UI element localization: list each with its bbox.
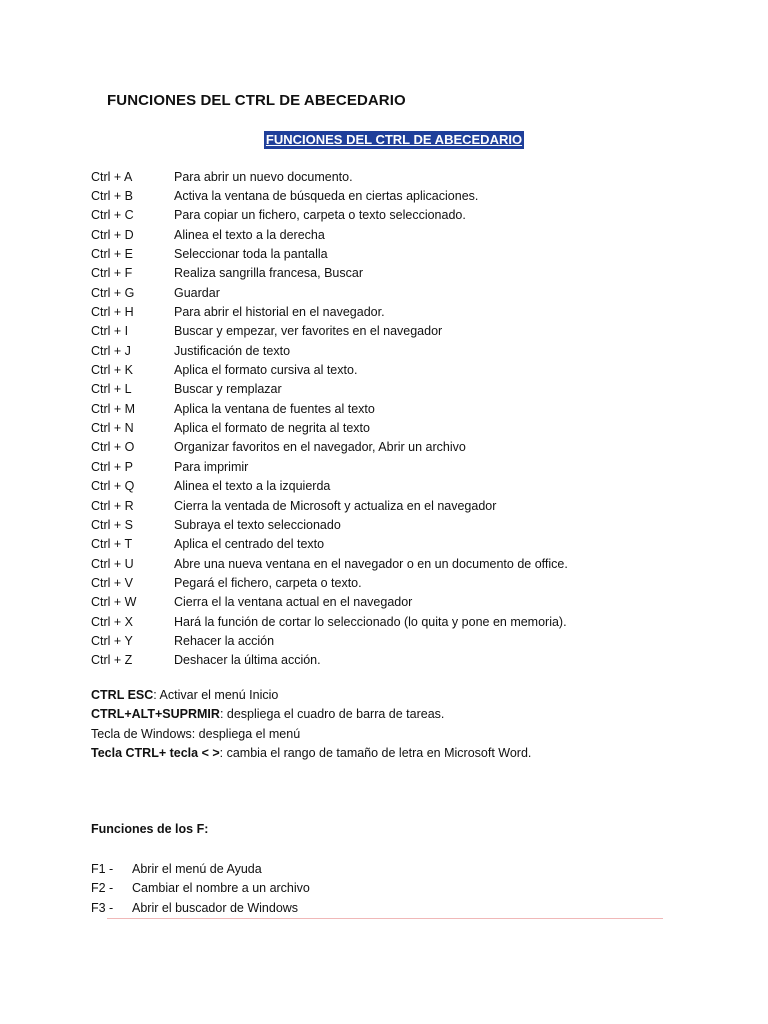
shortcut-row — [91, 302, 568, 321]
shortcut-row — [91, 186, 568, 205]
extra-shortcut-row — [91, 744, 531, 764]
f-key-key: F2 - — [91, 881, 114, 896]
extra-shortcut-description: : cambia el rango de tamaño de letra en Microsoft Word. — [219, 746, 532, 761]
shortcut-row — [91, 612, 568, 631]
shortcut-key: Ctrl + J — [91, 343, 131, 358]
extra-shortcut-description: : despliega el cuadro de barra de tareas. — [219, 707, 445, 722]
shortcut-row — [91, 264, 568, 283]
shortcut-row — [91, 341, 568, 360]
shortcut-key: Ctrl + S — [91, 517, 134, 532]
shortcut-description: Justificación de texto — [174, 343, 291, 358]
shortcut-description: Buscar y remplazar — [174, 382, 282, 397]
shortcut-description: Hará la función de cortar lo seleccionado (lo quita y pone en memoria). — [174, 614, 567, 629]
shortcut-key: Ctrl + B — [91, 189, 134, 204]
shortcut-key: Ctrl + L — [91, 382, 132, 397]
shortcut-key: Ctrl + W — [91, 595, 137, 610]
shortcut-row — [91, 244, 568, 263]
shortcut-key: Ctrl + P — [91, 459, 134, 474]
shortcut-row — [91, 515, 568, 534]
f-key-row — [91, 859, 310, 879]
shortcut-row — [91, 651, 568, 670]
extra-shortcut-list — [91, 685, 531, 763]
extra-shortcut-key: CTRL+ALT+SUPRMIR — [91, 707, 220, 722]
shortcut-row — [91, 573, 568, 592]
f-key-description: Cambiar el nombre a un archivo — [132, 881, 310, 896]
shortcut-description: Alinea el texto a la derecha — [174, 227, 325, 242]
extra-shortcut-key: Tecla CTRL+ tecla < > — [91, 746, 220, 761]
extra-shortcut-description: Tecla de Windows: despliega el menú — [91, 726, 301, 741]
shortcut-key: Ctrl + Q — [91, 479, 135, 494]
shortcut-row — [91, 631, 568, 650]
banner-heading: FUNCIONES DEL CTRL DE ABECEDARIO — [265, 132, 523, 147]
extra-shortcut-description: : Activar el menú Inicio — [153, 687, 279, 702]
f-key-row — [91, 898, 310, 918]
shortcut-row — [91, 535, 568, 554]
shortcut-row — [91, 496, 568, 515]
shortcut-key: Ctrl + U — [91, 556, 134, 571]
shortcut-description: Aplica el formato cursiva al texto. — [174, 363, 358, 378]
shortcut-key: Ctrl + C — [91, 208, 134, 223]
shortcut-description: Alinea el texto a la izquierda — [174, 479, 331, 494]
shortcut-description: Organizar favoritos en el navegador, Abrir un archivo — [174, 440, 466, 455]
shortcut-row — [91, 593, 568, 612]
shortcut-key: Ctrl + A — [91, 169, 133, 184]
shortcut-key: Ctrl + R — [91, 498, 134, 513]
f-key-description: Abrir el buscador de Windows — [132, 900, 299, 915]
shortcut-key: Ctrl + T — [91, 537, 133, 552]
shortcut-key: Ctrl + G — [91, 285, 135, 300]
f-key-description: Abrir el menú de Ayuda — [132, 861, 262, 876]
shortcut-key: Ctrl + O — [91, 440, 135, 455]
shortcut-key: Ctrl + E — [91, 247, 134, 262]
f-key-key: F1 - — [91, 861, 114, 876]
shortcut-description: Seleccionar toda la pantalla — [174, 247, 328, 262]
f-key-key: F3 - — [91, 900, 114, 915]
shortcut-description: Para copiar un fichero, carpeta o texto seleccionado. — [174, 208, 466, 223]
shortcut-row — [91, 438, 568, 457]
shortcut-row — [91, 322, 568, 341]
shortcut-description: Buscar y empezar, ver favorites en el navegador — [174, 324, 443, 339]
shortcut-row — [91, 418, 568, 437]
shortcut-row — [91, 225, 568, 244]
shortcut-description: Rehacer la acción — [174, 633, 275, 648]
divider — [107, 918, 663, 919]
shortcut-description: Pegará el fichero, carpeta o texto. — [174, 575, 362, 590]
shortcut-description: Para imprimir — [174, 459, 249, 474]
shortcut-description: Para abrir el historial en el navegador. — [174, 305, 385, 320]
shortcut-description: Cierra el la ventana actual en el navegador — [174, 595, 413, 610]
shortcut-description: Subraya el texto seleccionado — [174, 517, 341, 532]
f-key-list — [91, 859, 310, 918]
shortcut-description: Cierra la ventada de Microsoft y actualiza en el navegador — [174, 498, 497, 513]
shortcut-key: Ctrl + I — [91, 324, 129, 339]
shortcut-row — [91, 477, 568, 496]
shortcut-row — [91, 399, 568, 418]
shortcut-description: Aplica el centrado del texto — [174, 537, 325, 552]
shortcut-row — [91, 283, 568, 302]
extra-shortcut-row — [91, 705, 531, 725]
shortcut-key: Ctrl + Z — [91, 653, 133, 668]
f-key-row — [91, 879, 310, 899]
shortcut-key: Ctrl + V — [91, 575, 134, 590]
extra-shortcut-row — [91, 685, 531, 705]
shortcut-description: Realiza sangrilla francesa, Buscar — [174, 266, 363, 281]
shortcut-key: Ctrl + Y — [91, 633, 133, 648]
shortcut-key: Ctrl + K — [91, 363, 134, 378]
banner-container — [0, 131, 768, 149]
shortcut-key: Ctrl + D — [91, 227, 134, 242]
shortcut-description: Deshacer la última acción. — [174, 653, 321, 668]
f-keys-heading: Funciones de los F: — [91, 822, 209, 836]
shortcut-description: Aplica el formato de negrita al texto — [174, 421, 370, 436]
shortcut-description: Abre una nueva ventana en el navegador o en un documento de office. — [174, 556, 568, 571]
shortcut-row — [91, 554, 568, 573]
shortcut-key: Ctrl + N — [91, 421, 134, 436]
shortcut-description: Para abrir un nuevo documento. — [174, 169, 353, 184]
shortcut-key: Ctrl + X — [91, 614, 134, 629]
shortcut-row — [91, 360, 568, 379]
shortcut-key: Ctrl + F — [91, 266, 133, 281]
extra-shortcut-key: CTRL ESC — [91, 687, 154, 702]
shortcut-row — [91, 457, 568, 476]
shortcut-description: Guardar — [174, 285, 220, 300]
shortcut-description: Activa la ventana de búsqueda en ciertas aplicaciones. — [174, 189, 479, 204]
shortcut-description: Aplica la ventana de fuentes al texto — [174, 401, 375, 416]
page-title: FUNCIONES DEL CTRL DE ABECEDARIO — [107, 92, 406, 109]
extra-shortcut-row — [91, 724, 531, 744]
shortcut-row — [91, 380, 568, 399]
shortcut-list — [91, 167, 568, 670]
shortcut-row — [91, 206, 568, 225]
shortcut-key: Ctrl + H — [91, 305, 134, 320]
shortcut-key: Ctrl + M — [91, 401, 136, 416]
shortcut-row — [91, 167, 568, 186]
